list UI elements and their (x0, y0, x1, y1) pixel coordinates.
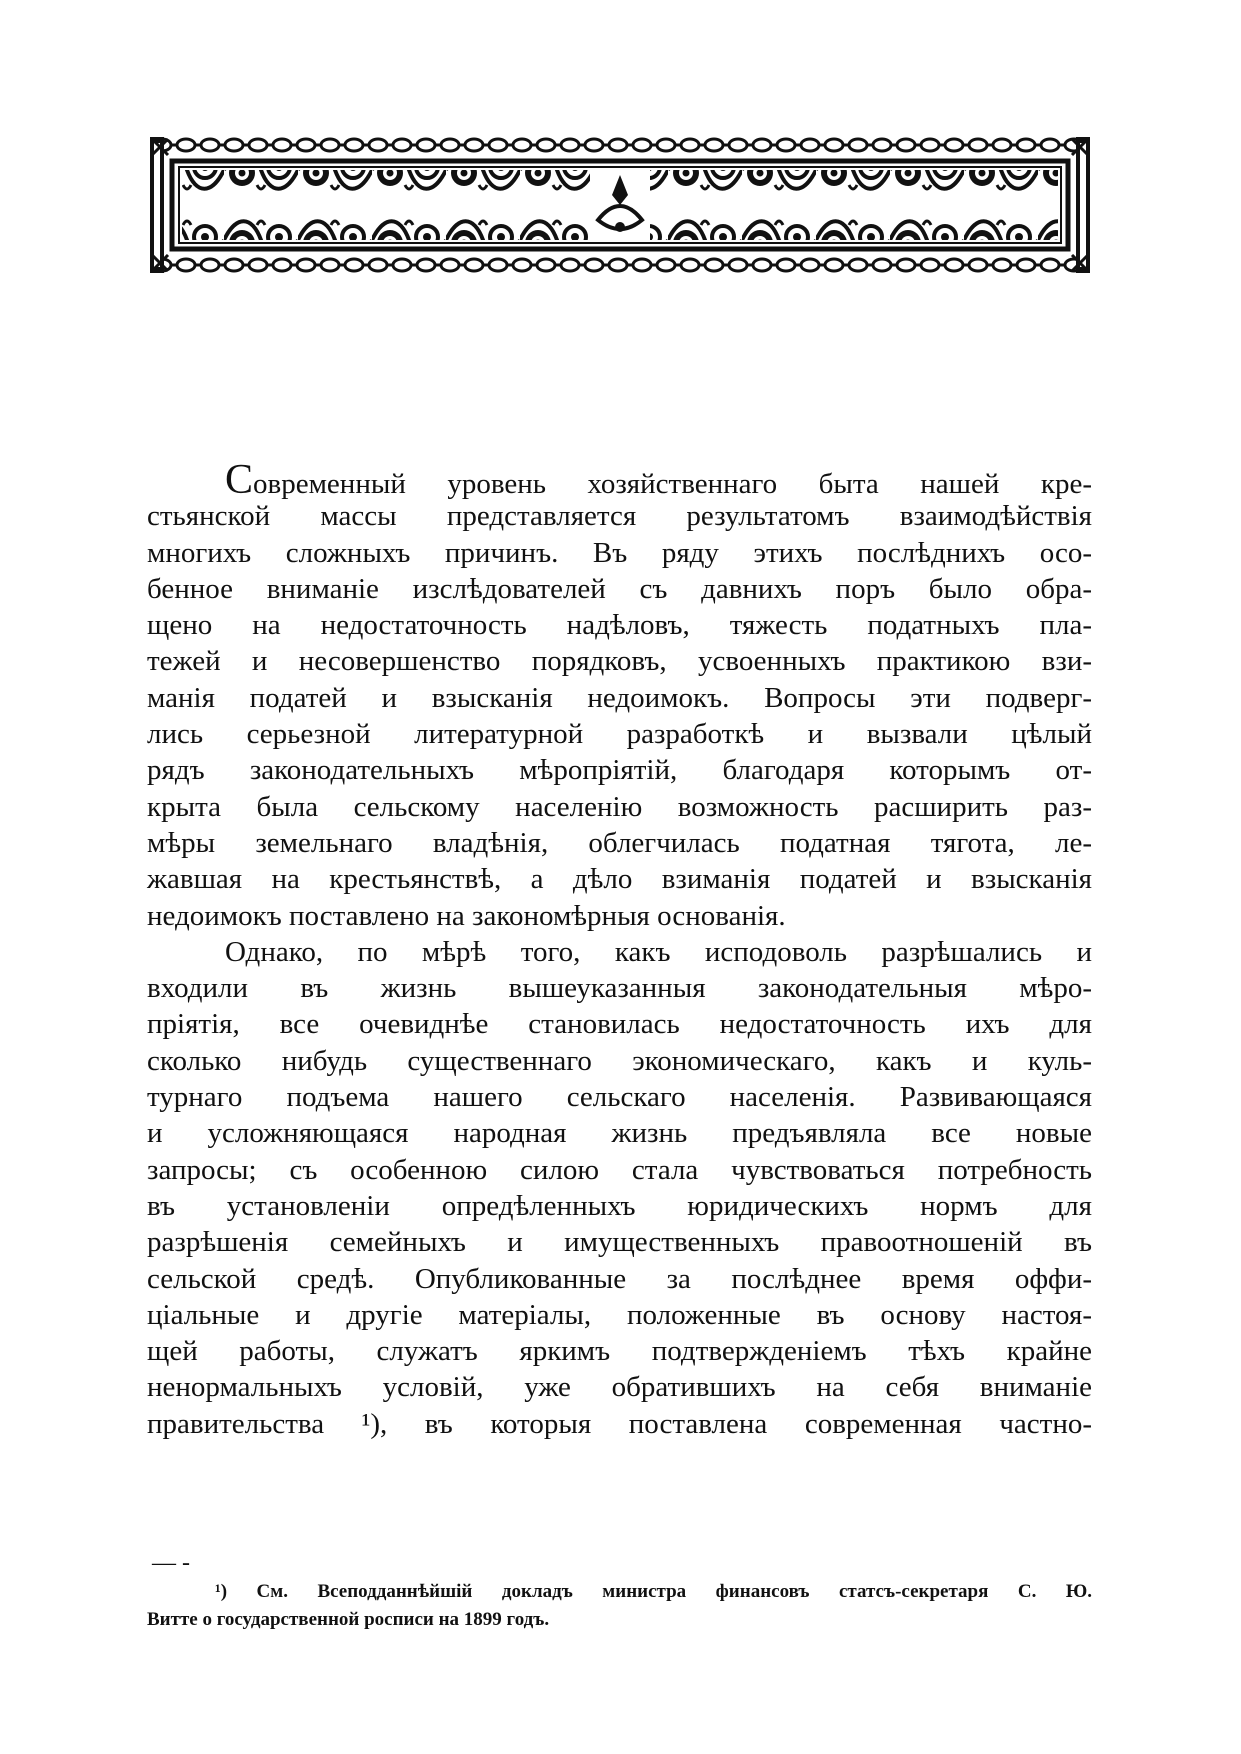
text-line: разрѣшенія семейныхъ и имущественныхъ правоотношеній въ (147, 1226, 1092, 1259)
text-line: сельской средѣ. Опубликованные за послѣднее время оффи- (147, 1262, 1092, 1295)
footnote-line: ¹) См. Всеподданнѣйшій докладъ министра финансовъ статсъ-секретаря С. Ю. (215, 1581, 1092, 1602)
text-line: крыта была сельскому населенію возможность расширить раз- (147, 790, 1092, 823)
footnote-line: Витте о государственной росписи на 1899 годъ. (147, 1609, 550, 1630)
text-line: сколько нибудь существеннаго экономическаго, какъ и куль- (147, 1044, 1092, 1077)
text-line: жавшая на крестьянствѣ, а дѣло взиманія податей и взысканія (147, 863, 1092, 896)
text-line: ненормальныхъ условій, уже обратившихъ на себя вниманіе (147, 1371, 1092, 1404)
drop-initial: С (225, 457, 254, 503)
text-line: бенное вниманіе изслѣдователей съ давнихъ поръ было обра- (147, 572, 1092, 605)
text-line: Современный уровень хозяйственнаго быта нашей кре- (225, 457, 1092, 503)
text-line: манія податей и взысканія недоимокъ. Вопросы эти подверг- (147, 681, 1092, 714)
paragraph-1 (147, 457, 1092, 934)
text-line: мѣры земельнаго владѣнія, облегчилась податная тягота, ле- (147, 826, 1092, 859)
text-line: входили въ жизнь вышеуказанныя законодательныя мѣро- (147, 972, 1092, 1005)
text-line: многихъ сложныхъ причинъ. Въ ряду этихъ послѣднихъ осо- (147, 536, 1092, 569)
text-line: щей работы, служатъ яркимъ подтвержденіемъ тѣхъ крайне (147, 1335, 1092, 1368)
text-line: турнаго подъема нашего сельскаго населенія. Развивающаяся (147, 1081, 1092, 1114)
paragraph-2 (147, 934, 1092, 1442)
footnote (147, 1578, 1092, 1634)
text-line: тежей и несовершенство порядковъ, усвоенныхъ практикою взи- (147, 645, 1092, 678)
ornamental-headpiece (150, 135, 1090, 277)
text-line: и усложняющаяся народная жизнь предъявляла все новые (147, 1117, 1092, 1150)
text-line: правительства ¹), въ которыя поставлена современная частно- (147, 1407, 1092, 1440)
text-line: щено на недостаточность надѣловъ, тяжесть податныхъ пла- (147, 609, 1092, 642)
text-line: стьянской массы представляется результатомъ взаимодѣйствія (147, 500, 1092, 533)
text-line: запросы; съ особенною силою стала чувствоваться потребность (147, 1153, 1092, 1186)
text-line: рядъ законодательныхъ мѣропріятій, благодаря которымъ от- (147, 754, 1092, 787)
text-line: недоимокъ поставлено на закономѣрныя основанія. (147, 899, 786, 932)
text-line: Однако, по мѣрѣ того, какъ исподоволь разрѣшались и (225, 935, 1092, 968)
footnote-divider: — - (152, 1550, 190, 1576)
text-line: въ установленіи опредѣленныхъ юридическихъ нормъ для (147, 1189, 1092, 1222)
text-line: ціальные и другіе матеріалы, положенные въ основу настоя- (147, 1298, 1092, 1331)
main-text (147, 457, 1092, 1442)
text-line: лись серьезной литературной разработкѣ и вызвали цѣлый (147, 718, 1092, 751)
text-line: пріятія, все очевиднѣе становилась недостаточность ихъ для (147, 1008, 1092, 1041)
